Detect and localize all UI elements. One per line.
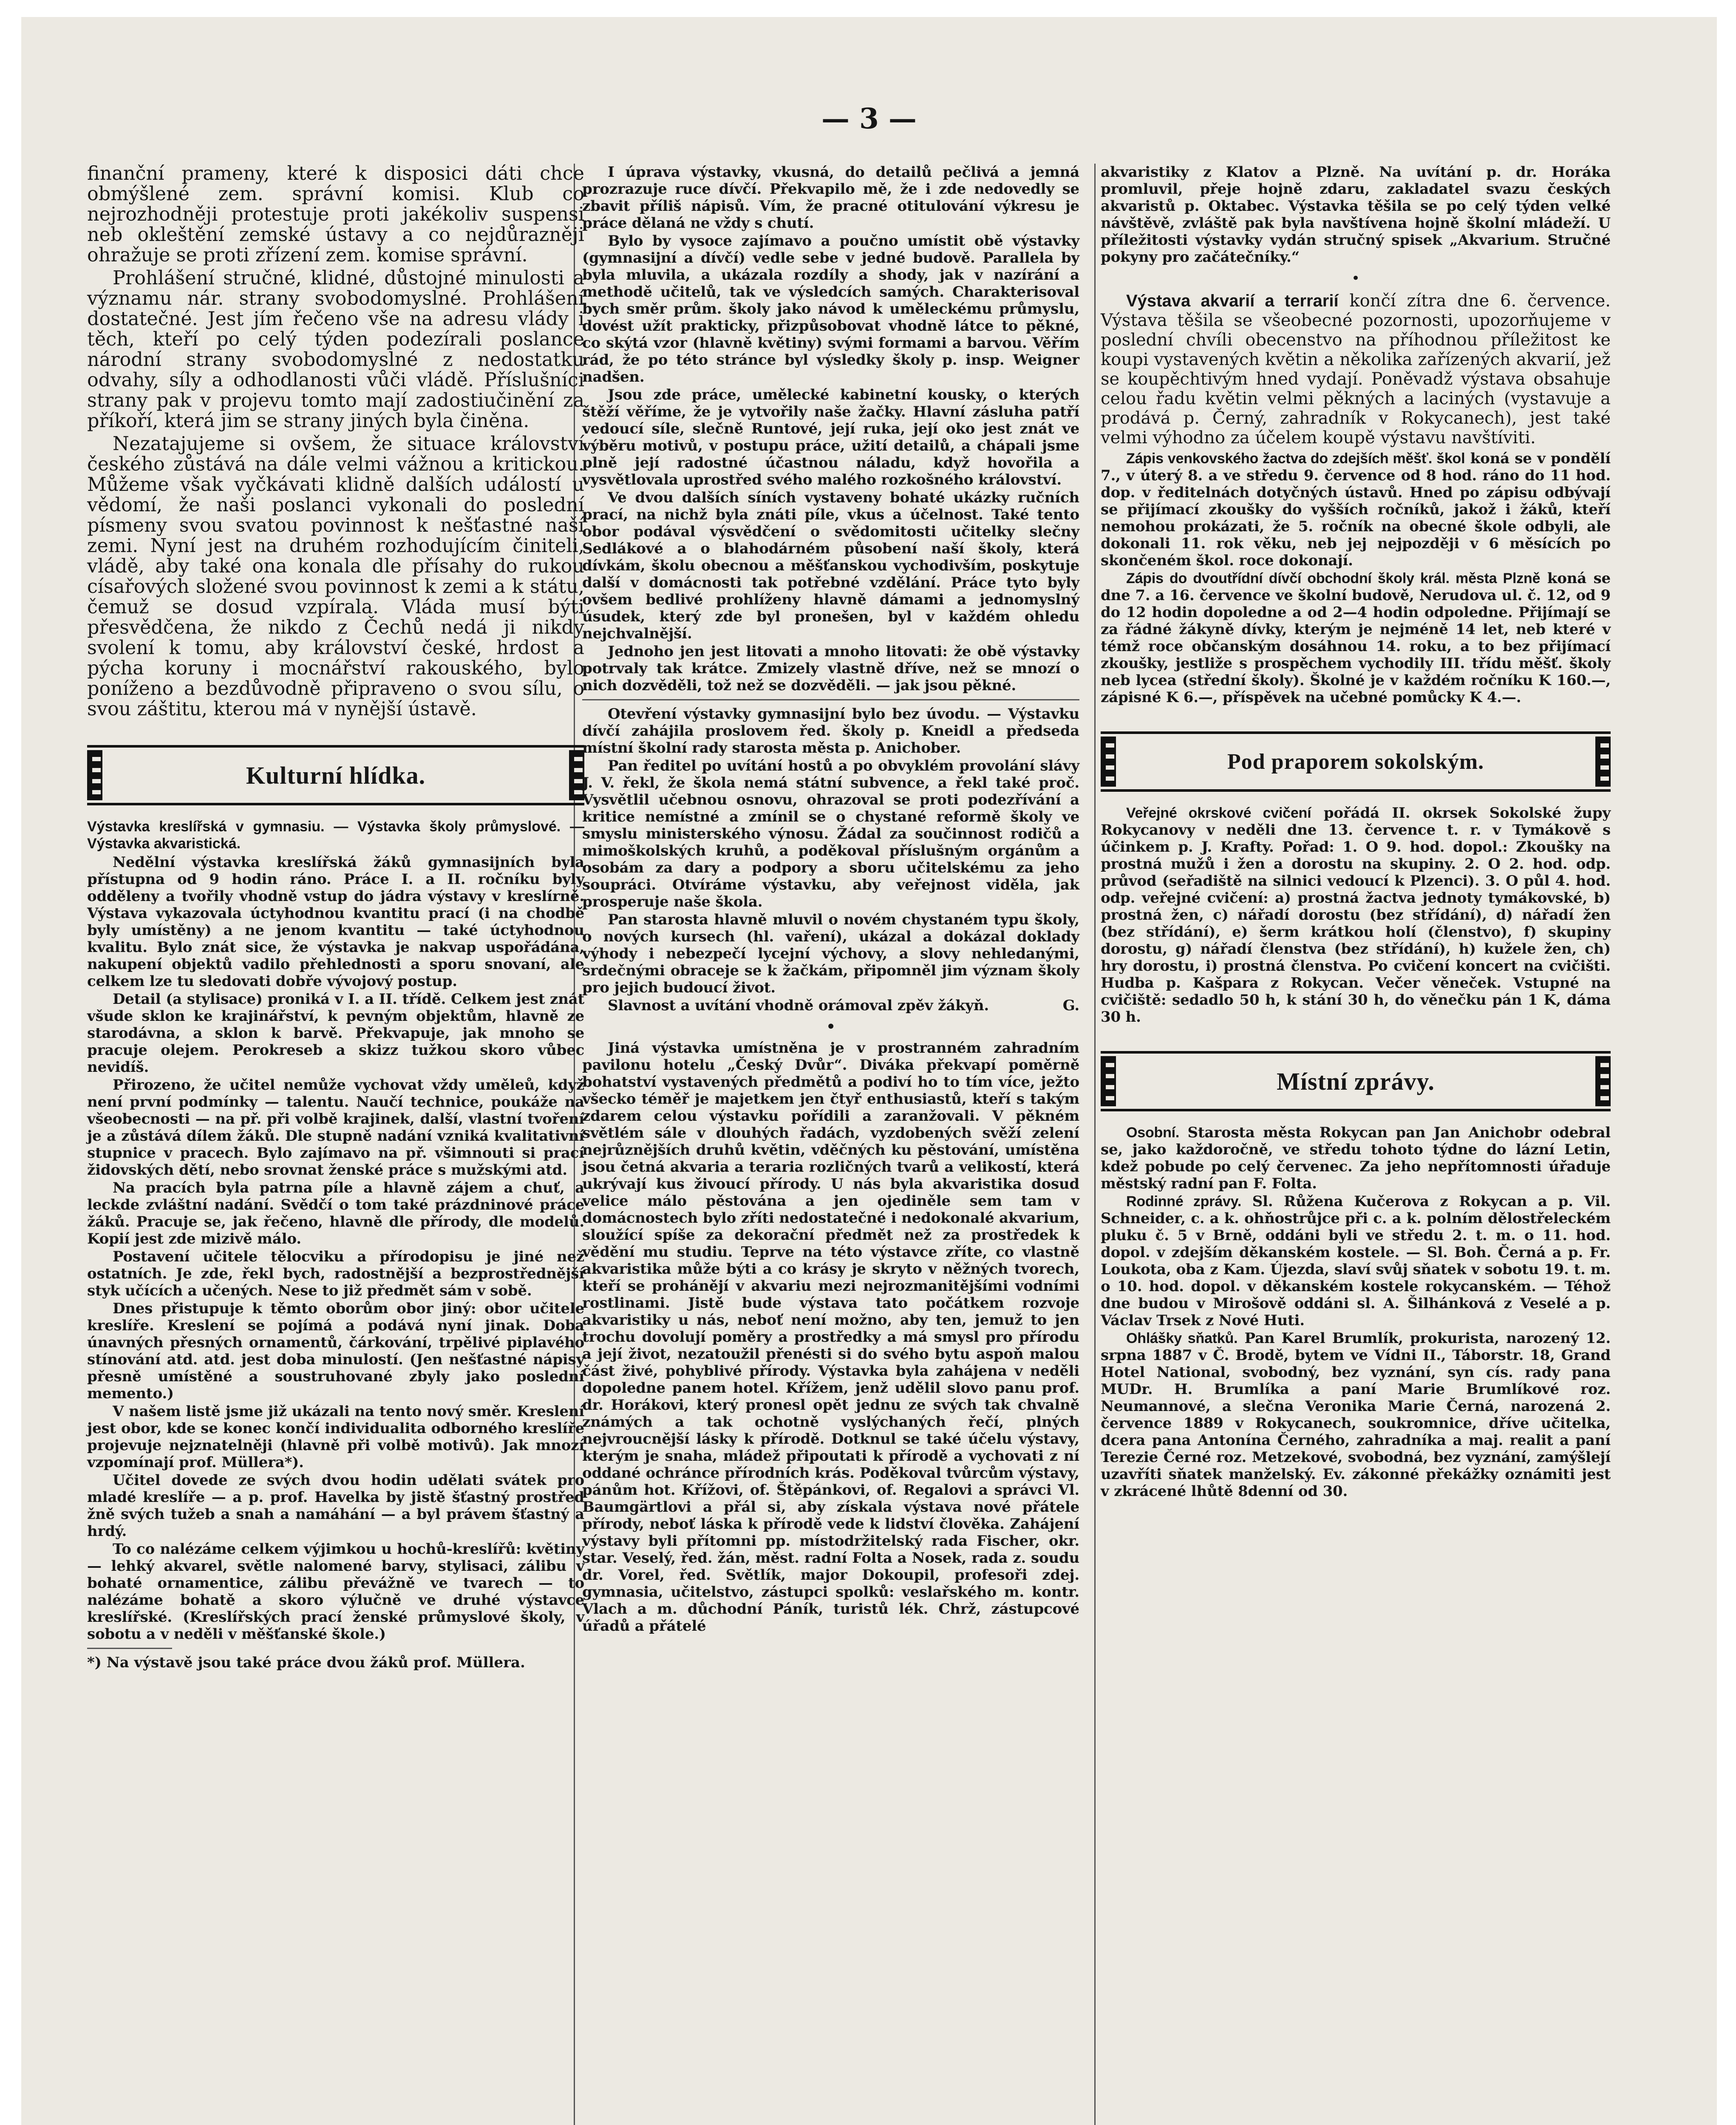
paragraph: Přirozeno, že učitel nemůže vychovat vždy uměleů, když není první podmínky — talentu. Naučí technice, poukáže na všeobecnosti — na př. při volbě krajinek, další, vlastní tvoření je a zůstává dílem žáků. Dle stupně nadání vzniká kvalitativní stupnice v pracech. Bylo zajímavo na př. všimnouti si prací židovských dětí, nebo srovnat ženské práce s mužskými atd. xyxy=(87,1077,584,1179)
ornament-bar xyxy=(87,750,102,800)
paragraph: To co nalézáme celkem výjimkou u hochů-kreslířů: květiny — lehký akvarel, světle nalomené barvy, stylisaci, zálibu v bohaté ornamentice, zálibu převážně ve tvarech — to nalézáme bohatě a skoro výlučně ve druhé výstavce kreslířské. (Kreslířských prací ženské průmyslové školy, v sobotu a v neděli v měšťanské škole.) xyxy=(87,1541,584,1643)
section-title: Pod praporem sokolským. xyxy=(1227,749,1484,774)
paragraph-text: Sl. Růžena Kučerova z Rokycan a p. Vil. Schneider, c. a k. ohňostrůjce při c. a k. polním dělostřeleckém pluku č. 5 v Brně, oddáni byli ve středu 2. t. m. o 11. hod. dopol. v zdejším děkanském kostele. — Sl. Boh. Černá a p. Fr. Loukota, oba z Kam. Újezda, slaví svůj sňatek v sobotu 19. t. m. o 10. hod. dopol. v děkanském kostele rokycanském. — Téhož dne budou v Mirošově oddáni sl. A. Šilhánková z Veselé a p. Václav Trsek z Nové Huti. xyxy=(1101,1193,1611,1329)
section-header-kulturni-hlidka xyxy=(87,745,584,805)
section-header-sokol xyxy=(1101,731,1611,792)
paragraph: Jiná výstavka umístněna je v prostranném zahradním pavilonu hotelu „Český Dvůr“. Divákа překvapí poměrně bohatství vystavených předmětů a podiví ho to tím více, ježto všecko téměř je majetkem jen čtyř enthusiastů, kteří s takým zdarem celou výstavku pořídili a zaranžovali. V pěkném světlém sále v dlouhých řadách, vyzdobených svěží zelení nejrůznějších druhů květin, vděčných ku pěstování, umístěna jsou četná akvaria a teraria rozličných tvarů a velikostí, která ukrývají kus živoucí přírody. U nás byla akvaristika dosud velice málo pěstována a jen ojediněle sem tam v domácnostech bylo zříti nedostatečné i nedokonalé akvarium, sloužící spíše za dekorační předmět než za prostředek k vědění mu studiu. Teprve na této výstavce zříte, co vlastně akvaristika může býti a co krásy je skryto v něžných tvorech, kteří se prohánějí v akvariu mezi nejrozmanitějšími vodními rostlinami. Jistě bude výstava tato počátkem rozvoje akvaristiky u nás, neboť není možno, aby ten, jemuž to jen trochu dovolují poměry a prostředky a má smysl pro přírodu a její život, nezatoužil přenésti si do svého bytu aspoň malou část živé, pohyblivé přírody. Výstavka byla zahájena v neděli dopoledne panem hotel. Křížem, jenž udělil slovo panu prof. dr. Horákovi, který pronesl opět jednu ze svých tak chvalně známých a tak ochotně vyslýchaných řečí, plných nejvroucnější lásky k přírodě. Dotknul se také účelu výstavy, kterým je snaha, mládež připoutati k přírodě a vychovati z ní oddané ochránce přírodních krás. Poděkoval tvůrcům výstavy, pánům hot. Křížovi, of. Štěpánkovi, of. Regalovi a správci Vl. Baumgärtlovi a přál si, aby získala výstava nové přátele přírody, neboť láska k přírodě vede k lidství člověka. Zahájení výstavy byli přítomni pp. místodržitelský rada Fischer, okr. star. Veselý, řed. žán, měst. radní Folta a Nosek, rada z. soudu dr. Vorel, řed. Světlík, major Dokoupil, profesoři zdej. gymnasia, učitelstvo, zástupci spolků: veslařského m. kontr. Vlach a m. důchodní Páník, turistů lék. Chrž, zástupcové úřadů a přátelé xyxy=(582,1040,1079,1635)
lead-bold: Zápis venkovského žactva do zdejších měšť. škol xyxy=(1126,450,1465,467)
paragraph-text: Starosta města Rokycan pan Jan Anichobr odebral se, jako každoročně, ve středu tohoto týdne do lázní Letin, kdež pobude po celý červenec. Za jeho nepřítomnosti úřaduje městský radní pan F. Folta. xyxy=(1101,1124,1611,1192)
paragraph: Jednoho jen jest litovati a mnoho litovati: že obě výstavky potrvaly tak krátce. Zmizely vlastně dříve, než se mnozí o nich dozvěděli, tož než se dozvěděli. — jak jsou pěkné. xyxy=(582,643,1079,694)
paragraph xyxy=(1101,570,1611,706)
sokol-notice xyxy=(1101,805,1611,1026)
paragraph: Pan ředitel po uvítání hostů a po obvyklém provolání slávy J. V. řekl, že škola nemá státní subvence, a řekl také proč. Vysvětlil učebnou osnovu, ohrazoval se proti podezřívání a kritice nemístné a zmínil se o chystané reformě školy ve smyslu ministerského výnosu. Žádal za součinnost rodičů a mimoškolských kruhů, a poděkoval příslušným orgánům a osobám za dary a podpory a sboru učitelskému za jeho soupráci. Otvíráme výstavku, aby veřejnost viděla, jak prosperuje naše škola. xyxy=(582,757,1079,910)
footnote-rule xyxy=(87,1648,172,1649)
article-headline: Výstavka kreslířská v gymnasiu. — Výstavka školy průmyslové. — Výstavka akvaristická. xyxy=(87,819,584,852)
divider xyxy=(582,699,1079,700)
section-title: Místní zprávy. xyxy=(1277,1067,1435,1095)
paragraph: Nedělní výstavka kreslířská žáků gymnasijních byla přístupna od 9 hodin ráno. Práce I. a II. ročníku byly odděleny a tvořily vhodně vstup do jádra výstavy v kreslírně. Výstava vykazovala úctyhodnou kvantitu prací (i na chodbě byly umístěny) a ne jenom kvantitu — také úctyhodnou kvalitu. Bylo znát sice, že výstavka je nakvap uspořádána, nakupení objektů vadilo přehlednosti a sporu snovaní, ale celkem lze tu sledovati dobře vývojový postup. xyxy=(87,854,584,990)
bullet-separator: • xyxy=(826,1018,835,1035)
political-article xyxy=(87,164,584,720)
lead-bold: Osobní. xyxy=(1126,1125,1180,1141)
author-signature: G. xyxy=(1062,997,1079,1014)
aquarium-notice xyxy=(1101,291,1611,448)
lead-bold: Zápis do dvoutřídní dívčí obchodní školy král. města Plzně xyxy=(1126,570,1541,586)
footnote: *) Na výstavě jsou také práce dvou žáků prof. Müllera. xyxy=(87,1654,525,1671)
lead-bold: Ohlášky sňatků. xyxy=(1126,1330,1238,1346)
paragraph xyxy=(1101,1330,1611,1500)
column-2 xyxy=(582,164,1079,1635)
paragraph: Bylo by vysoce zajímavo a poučno umístit obě výstavky (gymnasijní a dívčí) vedle sebe v jedné budově. Parallela by byla mluvila, a ukázala rozdíly a shody, jak v nazírání a methodě učitelů, tak ve výsledcích samých. Charakterisoval bych směr prům. školy jako návod k uměleckému průmyslu, dovést užít prakticky, přizpůsobovat vhodně látce to pěkné, co skýtá vzor (hlavně květiny) svými formami a barvou. Věřím rád, že po této stránce byl výsledky školy p. insp. Weigner nadšen. xyxy=(582,232,1079,385)
paragraph xyxy=(1101,1124,1611,1192)
paragraph: Otevření výstavky gymnasijní bylo bez úvodu. — Výstavku dívčí zahájila proslovem řed. školy p. Kneidl a předseda místní školní rady starosta města p. Anichober. xyxy=(582,706,1079,756)
paragraph: Detail (a stylisace) proniká v I. a II. třídě. Celkem jest znát všude sklon ke krajinářství, k pevným objektům, hlavně ze starodávna, a sklon k barvě. Překvapuje, jak mnoho se pracuje olejem. Perokreseb a skizz tužkou skoro vůbec nevidíš. xyxy=(87,991,584,1076)
paragraph: Nezatajujeme si ovšem, že situace království českého zůstává na dále velmi vážnou a kritickou. Můžeme však vyčkávati klidně dalších událostí u vědomí, že naši poslanci vykonali do poslední písmeny svou svatou povinnost k nešťastné naší zemi. Nyní jest na druhém rozhodujícím činiteli, vládě, aby také ona konala dle přísahy do rukou císařových složené svou povinnost k zemi a k státu, čemuž se dosud vzpírala. Vláda musí býti přesvědčena, že nikdo z Čechů nedá ji nikdy svolení k tomu, aby království české, hrdost a pýcha koruny i mocnářství rakouského, bylo poníženo a bezdůvodně připraveno o svou sílu, o svou záštitu, kterou má v nynější ústavě. xyxy=(87,433,584,720)
paragraph xyxy=(1101,805,1611,1026)
paragraph-text: končí zítra dne 6. července. Výstava těšila se všeobecné pozornosti, upozorňujeme v poslední chvíli obecenstvo na příhodnou příležitost ke koupi vystavených květin a několika zařízených akvarií, jež se koupěchtivým hned vydají. Poněvadž výstava obsahuje celou řadu květin velmi pěkných a laciných (vystavuje a prodává p. Černý, zahradník v Rokycanech), jest také velmi výhodno za účelem koupě výstavu navštíviti. xyxy=(1101,291,1611,448)
paragraph-text: Pan Karel Brumlík, prokurista, narozený 12. srpna 1887 v Č. Brodě, bytem ve Vídni II., Táborstr. 18, Grand Hotel National, svobodný, bez vyznání, syn cís. rady pana MUDr. H. Brumlíka a paní Marie Brumlíkové roz. Neumannové, a slečna Veronika Marie Černá, narozená 2. července 1889 v Rokycanech, soukromnice, dříve učitelka, dcera pana Antonína Černého, zahradníka a maj. realit a paní Terezie Černé roz. Metzekové, svobodná, bez vyznání, zamýšlejí uzavříti sňatek manželský. Ev. zákonné překážky oznámiti jest v zkrácené lhůtě 8denní od 30. xyxy=(1101,1330,1611,1500)
bullet-separator: • xyxy=(1351,270,1360,287)
ornament-bar xyxy=(1595,1056,1611,1106)
local-news xyxy=(1101,1124,1611,1500)
paragraph: V našem listě jsme již ukázali na tento nový směr. Kreslení jest obor, kde se konec končí individualita odborného kreslíře projevuje nejznatelněji (hlavně při volbě motivů). Jak mnozí vzpomínají prof. Müllera*). xyxy=(87,1403,584,1471)
paragraph: Slavnost a uvítání vhodně orámoval zpěv žákyň. xyxy=(608,997,989,1014)
paragraph-text: koná se v pondělí 7., v úterý 8. a ve středu 9. července od 8 hod. ráno do 11 hod. dop. v ředitelnách dotyčných ústavů. Hned po zápisu odbývají se přijímací zkoušky do vyšších ročníků, jakož i žáků, kteří nemohou prokázati, že 5. ročník na obecné škole odbyli, ale dokonali 11. rok věku, neb jej nejpozději v 6 měsících po skončeném škol. roce dokonají. xyxy=(1101,450,1611,569)
paragraph: akvaristiky z Klatov a Plzně. Na uvítání p. dr. Horáka promluvil, přeje hojně zdaru, zakladatel svazu českých akvaristů p. Oktabec. Výstavka těšila se po celý týden velké návštěvě, zvláště pak byla navštívena hojně školní mládeží. U příležitosti výstavky vydán stručný spisek „Akvarium. Stručné pokyny pro začátečníky.“ xyxy=(1101,164,1611,266)
section-title: Kulturní hlídka. xyxy=(246,761,426,789)
column-1 xyxy=(87,164,584,1671)
lead-bold: Veřejné okrskové cvičení xyxy=(1126,805,1311,821)
paragraph xyxy=(1101,291,1611,448)
lead-bold: Rodinné zprávy. xyxy=(1126,1193,1242,1210)
paragraph: Učitel dovede ze svých dvou hodin udělati svátek pro mladé kreslíře — a p. prof. Havelka by jistě šťastný prostřed žně svých tužeb a snah a namáhání — a byl právem šťastný a hrdý. xyxy=(87,1472,584,1540)
paragraph: Postavení učitele tělocviku a přírodopisu je jiné než ostatních. Je zde, řekl bych, radostnější a bezprostřednější styk učících a učených. Nese to již předmět sám v sobě. xyxy=(87,1248,584,1299)
ornament-bar xyxy=(1595,737,1611,787)
column-3 xyxy=(1101,164,1611,1501)
paragraph: Prohlášení stručné, klidné, důstojné minulosti a významu nár. strany svobodomyslné. Prohlášení dostatečné. Jest jím řečeno vše na adresu vlády i těch, kteří po celý týden podezírali poslance národní strany svobodomyslné z nedostatku odvahy, síly a odhodlanosti vůči vládě. Příslušníci strany pak v projevu tomto mají zadostiučinění za příkoří, která jim se strany jiných byla činěna. xyxy=(87,267,584,432)
ornament-bar xyxy=(1101,1056,1116,1106)
paragraph xyxy=(1101,1193,1611,1329)
paragraph xyxy=(1101,450,1611,569)
paragraph: I úprava výstavky, vkusná, do detailů pečlivá a jemná prozrazuje ruce dívčí. Překvapilo mě, že i zde nedovedly se zbavit příliš nápisů. Vím, že pracné otitulování výkresu je práce dělaná ne vždy s chutí. xyxy=(582,164,1079,232)
paragraph: Dnes přistupuje k těmto oborům obor jiný: obor učitele kreslíře. Kreslení se pojímá a podává nyní jinak. Doba únavných přesných ornamentů, čárkování, trpělivé piplavého stínování atd. atd. jest doba minulostí. (Jen nešťastné nápisy přesně umístěné a soustruhované zbyly jako poslední memento.) xyxy=(87,1300,584,1402)
newspaper-page xyxy=(21,17,1717,2125)
paragraph-text: pořádá II. okrsek Sokolské župy Rokycanovy v neděli dne 13. července t. r. v Tymákově s účinkem p. J. Krafty. Pořad: 1. O 9. hod. dopol.: Zkoušky na prostná mužů i žen a dorostu na skupiny. 2. O 2. hod. odp. průvod (seřadiště na silnici vedoucí k Plzenci). 3. O půl 4. hod. odp. veřejné cvičení: a) prostná žactva jednoty tymákovské, b) prostná žen, c) nářadí dorostu (bez střídání), d) nářadí žen (bez střídání), e) šerm krátkou holí (členstvo), f) skupiny dorostu, g) nářadí členstva (bez střídání), h) kuželе žen, ch) hry dorostu, i) prostná členstva. Po cvičení koncert na cvičišti. Hudba p. Kašpara z Rokycan. Večer věneček. Vstupné na cvičiště: sedadlo 50 h, k stání 30 h, do věnečku pán 1 K, dáma 30 h. xyxy=(1101,805,1611,1026)
ornament-bar xyxy=(1101,737,1116,787)
paragraph: finanční prameny, které k disposici dáti chce obmýšlené zem. správní komisi. Klub co nejrozhodněji protestuje proti jakékoliv suspensi neb okleštění zemské ústavy a co nejdůrazněji ohražuje se proti zřízení zem. komise správní. xyxy=(87,163,584,266)
school-notices xyxy=(1101,450,1611,706)
column-divider xyxy=(1094,164,1096,2125)
aquarium-article-end xyxy=(1101,164,1611,266)
lead-bold: Výstava akvarií a terrarií xyxy=(1126,292,1339,310)
exhibition-article xyxy=(582,164,1079,1635)
section-header-mistni-zpravy xyxy=(1101,1051,1611,1111)
paragraph: Pan starosta hlavně mluvil o novém chystaném typu školy, o nových kursech (hl. vaření), ukázal a dokázal doklady výhody i nebezpečí lycejní výchovy, a slovy nehledanými, srdečnými obraceje se k žačkám, připomněl jim význam školy pro jejich budoucí život. xyxy=(582,911,1079,996)
paragraph: Jsou zde práce, umělecké kabinetní kousky, o kterých štěží věříme, že je vytvořily naše žačky. Hlavní zásluha patří vedoucí síle, slečně Runtové, její ruka, její oko jest znát ve výběru motivů, v postupu práce, užití detailů, a chápali jsme plně její radostné účastnou náladu, když hovořila a vysvětlovala uprostřed svého malého rozkošného království. xyxy=(582,386,1079,488)
culture-article xyxy=(87,854,584,1643)
paragraph-text: koná se dne 7. a 16. července ve školní budově, Nerudova ul. č. 12, od 9 do 12 hodin dopoledne a od 2—4 hodin odpoledne. Přijímají se za řádné žákyně dívky, kterým je nejméně 14 let, neb které v témž roce občanským dosáhnou 14. roku, a to bez přijímací zkoušky, jestliže s prospěchem vychodily III. třídu měšť. školy neb lycea (střední školy). Školné je v každém ročníku K 160.—, zápisné K 6.—, příspěvek na učebné pomůcky K 4.—. xyxy=(1101,570,1611,706)
paragraph: Na pracích byla patrna píle a hlavně zájem a chuť, a leckde zvláštní nadání. Svědčí o tom také prázdninové práce žáků. Pracuje se, jak řečeno, hlavně dle přírody, dle modelů. Kopií jest zde mizivě málo. xyxy=(87,1179,584,1247)
page-number: — 3 — xyxy=(821,102,917,135)
paragraph: Ve dvou dalších síních vystaveny bohaté ukázky ručních prací, na nichž byla znáti píle, vkus a účelnost. Také tento obor podával výsvědčení o svědomitosti učitelky slečny Sedlákové a o blahodárném působení naší školy, která dívkám, školu obecnou a měšťanskou vychodivším, poskytuje další v domácnosti tak potřebné vzdělání. Práce tyto byly ovšem bedlivé prohlíženy hlavně dámami a jednomyslný úsudek, který zde byl pronešen, byl v každém ohledu nejchvalnější. xyxy=(582,489,1079,642)
